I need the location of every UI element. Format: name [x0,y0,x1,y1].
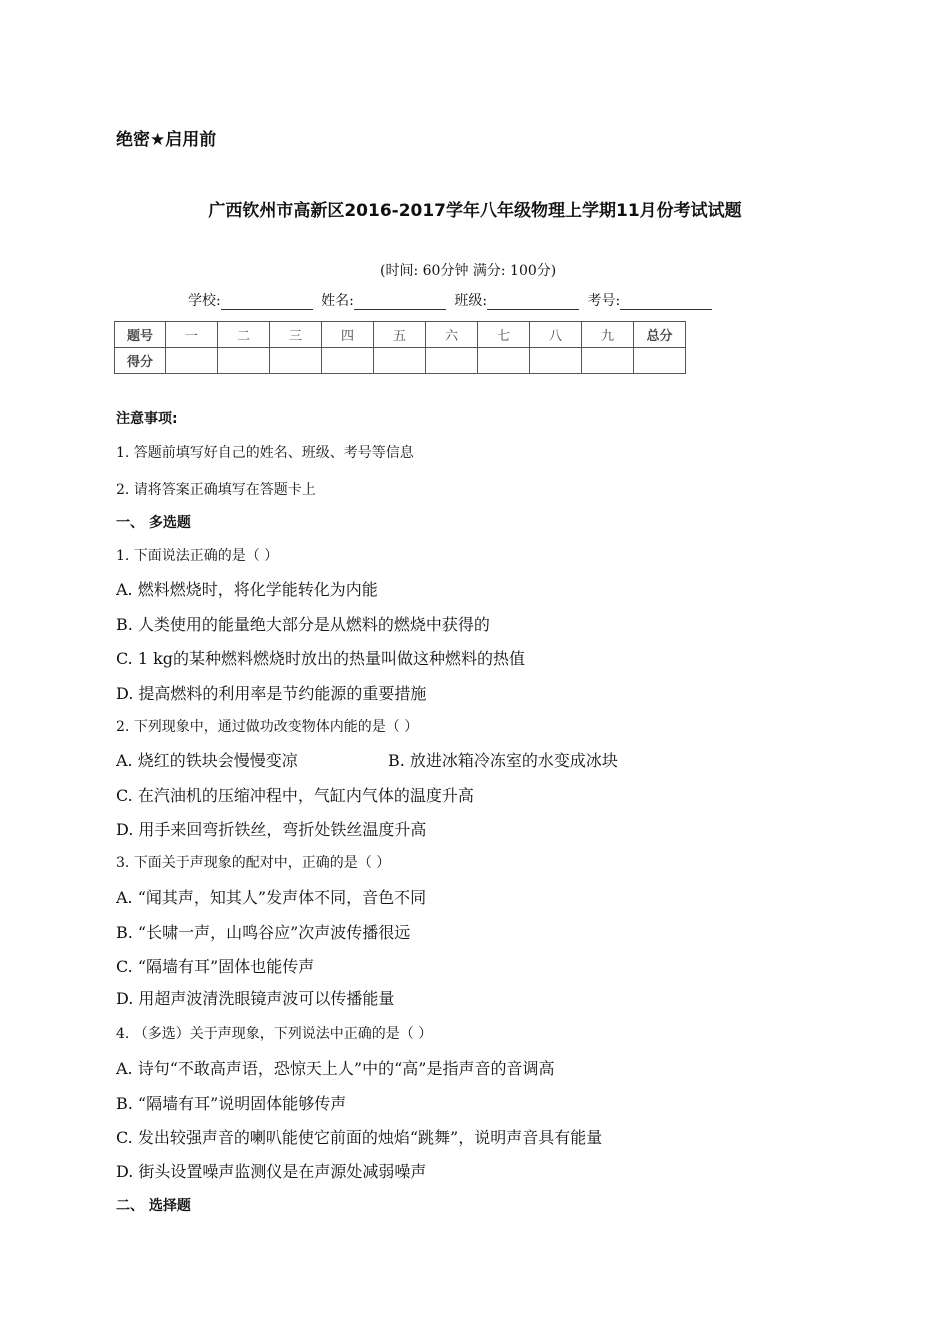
score-cell: 九 [582,322,634,348]
score-cell: 七 [478,322,530,348]
section-1-title: 一、 多选题 [116,515,191,531]
score-blank-cell[interactable] [426,348,478,374]
question-2-option-b: B. 放进冰箱冷冻室的水变成冰块 [388,751,618,770]
score-table [114,321,686,374]
score-cell: 三 [270,322,322,348]
question-4-option-a: A. 诗句“不敢高声语，恐惊天上人”中的“高”是指声音的音调高 [116,1059,555,1078]
question-3-option-d: D. 用超声波清洗眼镜声波可以传播能量 [116,989,395,1008]
score-cell: 题号 [115,322,166,348]
field-class-label: 班级: [454,293,488,309]
question-1-option-b: B. 人类使用的能量绝大部分是从燃料的燃烧中获得的 [116,615,490,634]
question-4-option-b: B. “隔墙有耳”说明固体能够传声 [116,1094,347,1113]
score-blank-cell[interactable] [478,348,530,374]
score-row-label: 得分 [115,348,166,374]
question-1-option-c: C. 1 kg的某种燃料燃烧时放出的热量叫做这种燃料的热值 [116,649,526,668]
note-item: 2. 请将答案正确填写在答题卡上 [116,482,316,498]
score-cell: 二 [218,322,270,348]
score-table-header-row [115,322,686,348]
score-blank-cell[interactable] [530,348,582,374]
question-4-option-c: C. 发出较强声音的喇叭能使它前面的烛焰“跳舞”，说明声音具有能量 [116,1128,603,1147]
field-school-label: 学校: [188,293,221,309]
score-blank-cell[interactable] [582,348,634,374]
question-4-option-d: D. 街头设置噪声监测仪是在声源处减弱噪声 [116,1162,427,1181]
score-blank-cell[interactable] [166,348,218,374]
exam-title: 广西钦州市高新区2016-2017学年八年级物理上学期11月份考试试题 [208,201,742,221]
score-cell: 八 [530,322,582,348]
question-1-option-a: A. 燃料燃烧时，将化学能转化为内能 [116,580,378,599]
notes-heading: 注意事项: [116,411,178,427]
field-number-label: 考号: [587,293,621,309]
question-3-option-c: C. “隔墙有耳”固体也能传声 [116,957,315,976]
question-3-option-a: A. “闻其声，知其人”发声体不同，音色不同 [116,888,427,907]
score-blank-cell[interactable] [322,348,374,374]
question-1-option-d: D. 提高燃料的利用率是节约能源的重要措施 [116,684,427,703]
score-cell: 六 [426,322,478,348]
question-1-stem: 1. 下面说法正确的是（ ） [116,548,279,564]
score-blank-cell[interactable] [218,348,270,374]
section-2-title: 二、 选择题 [116,1198,191,1214]
question-3-option-b: B. “长啸一声，山鸣谷应”次声波传播很远 [116,923,411,942]
confidential-label: 绝密★启用前 [116,130,217,150]
note-item: 1. 答题前填写好自己的姓名、班级、考号等信息 [116,445,414,461]
school-blank[interactable] [221,295,313,310]
score-blank-cell[interactable] [374,348,426,374]
name-blank[interactable] [354,295,446,310]
question-2-option-a: A. 烧红的铁块会慢慢变凉 [116,751,298,770]
question-2-option-d: D. 用手来回弯折铁丝，弯折处铁丝温度升高 [116,820,427,839]
number-blank[interactable] [620,295,712,310]
question-4-stem: 4. （多选）关于声现象，下列说法中正确的是（ ） [116,1026,433,1042]
question-2-option-c: C. 在汽油机的压缩冲程中，气缸内气体的温度升高 [116,786,474,805]
score-cell: 四 [322,322,374,348]
score-blank-cell[interactable] [634,348,686,374]
score-cell: 五 [374,322,426,348]
class-blank[interactable] [487,295,579,310]
student-info-fields [188,290,716,310]
question-2-stem: 2. 下列现象中，通过做功改变物体内能的是（ ） [116,719,419,735]
score-cell: 一 [166,322,218,348]
time-info: (时间: 60分钟 满分: 100分) [380,263,557,279]
score-cell: 总分 [634,322,686,348]
field-name-label: 姓名: [321,293,354,309]
score-blank-cell[interactable] [270,348,322,374]
score-table-score-row [115,348,686,374]
question-3-stem: 3. 下面关于声现象的配对中，正确的是（ ） [116,855,391,871]
